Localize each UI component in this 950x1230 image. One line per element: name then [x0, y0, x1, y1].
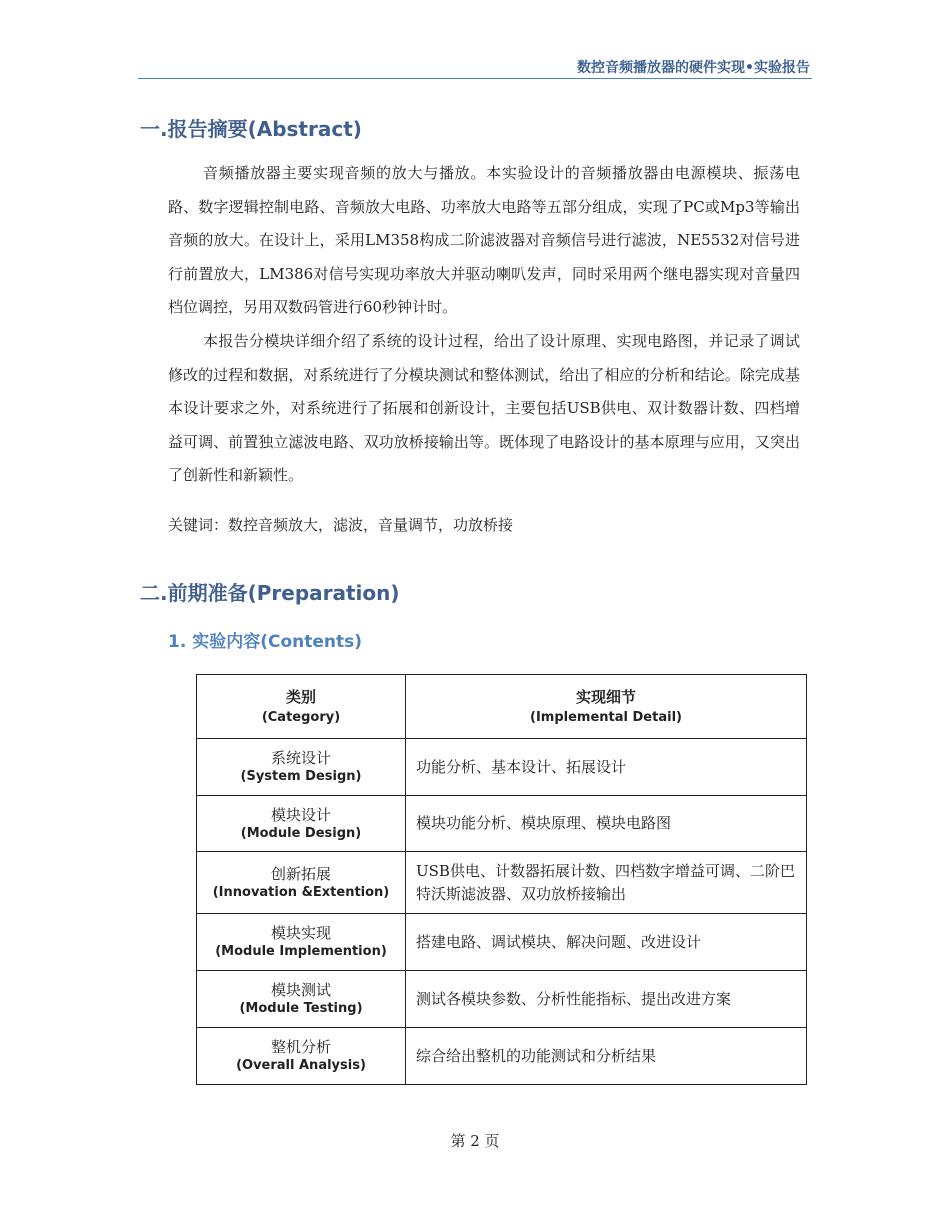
table-row	[197, 1028, 807, 1085]
header-title: 数控音频播放器的硬件实现•实验报告	[577, 60, 810, 76]
row-detail: 搭建电路、调试模块、解决问题、改进设计	[406, 914, 807, 971]
row-category	[197, 852, 406, 914]
category-zh: 模块测试	[270, 981, 331, 999]
row-category	[197, 796, 406, 852]
category-en: (System Design)	[240, 769, 362, 784]
category-zh: 创新拓展	[270, 864, 331, 883]
contents-subheading: 1. 实验内容(Contents)	[168, 632, 363, 652]
category-zh: 模块实现	[270, 924, 331, 942]
header-category-en: (Category)	[261, 709, 341, 725]
row-detail: 功能分析、基本设计、拓展设计	[406, 739, 807, 796]
category-zh: 模块设计	[270, 805, 331, 824]
header-detail-en: (Implemental Detail)	[530, 709, 682, 725]
keywords: 关键词：数控音频放大，滤波，音量调节，功放桥接	[168, 516, 514, 534]
row-detail: USB供电、计数器拓展计数、四档数字增益可调、二阶巴特沃斯滤波器、双功放桥接输出	[406, 852, 807, 914]
header-category	[197, 675, 406, 739]
category-en: (Module Design)	[240, 825, 362, 841]
table-row	[197, 914, 807, 971]
table-header-row	[197, 675, 807, 739]
abstract-paragraph-2: 本报告分模块详细介绍了系统的设计过程，给出了设计原理、实现电路图，并记录了调试修改的过程和数据，对系统进行了分模块测试和整体测试，给出了相应的分析和结论。除完成基本设计要求之外，对系统进行了拓展和创新设计，主要包括USB供电、双计数器计数、四档增益可调、前置独立滤波电路、双功放桥接输出等。既体现了电路设计的基本原理与应用，又突出了创新性和新颖性。	[168, 332, 800, 485]
row-category	[197, 971, 406, 1028]
table-row	[197, 971, 807, 1028]
row-category	[197, 914, 406, 971]
abstract-heading: 一.报告摘要(Abstract)	[140, 117, 362, 141]
row-detail: 模块功能分析、模块原理、模块电路图	[406, 796, 807, 852]
page-number: 第 2 页	[450, 1132, 500, 1150]
category-zh: 系统设计	[270, 749, 331, 767]
row-detail: 测试各模块参数、分析性能指标、提出改进方案	[406, 971, 807, 1028]
row-category	[197, 1028, 406, 1085]
row-category	[197, 739, 406, 796]
category-en: (Module Testing)	[239, 1001, 363, 1016]
header-detail	[406, 675, 807, 739]
category-en: (Overall Analysis)	[236, 1058, 366, 1073]
table-row	[197, 739, 807, 796]
category-en: (Innovation &Extention)	[212, 884, 390, 900]
page-header	[138, 52, 812, 79]
preparation-heading: 二.前期准备(Preparation)	[140, 581, 400, 605]
table-row	[197, 796, 807, 852]
abstract-paragraph-1: 音频播放器主要实现音频的放大与播放。本实验设计的音频播放器由电源模块、振荡电路、数字逻辑控制电路、音频放大电路、功率放大电路等五部分组成，实现了PC或Mp3等输出音频的放大。在设计上，采用LM358构成二阶滤波器对音频信号进行滤波，NE5532对信号进行前置放大，LM386对信号实现功率放大并驱动喇叭发声，同时采用两个继电器实现对音量四档位调控，另用双数码管进行60秒钟计时。	[168, 164, 800, 317]
category-zh: 整机分析	[270, 1038, 331, 1056]
contents-table	[196, 674, 807, 1085]
category-en: (Module Implemention)	[215, 944, 387, 959]
table-row	[197, 852, 807, 914]
header-detail-zh: 实现细节	[575, 687, 636, 706]
header-category-zh: 类别	[285, 687, 316, 706]
row-detail: 综合给出整机的功能测试和分析结果	[406, 1028, 807, 1085]
